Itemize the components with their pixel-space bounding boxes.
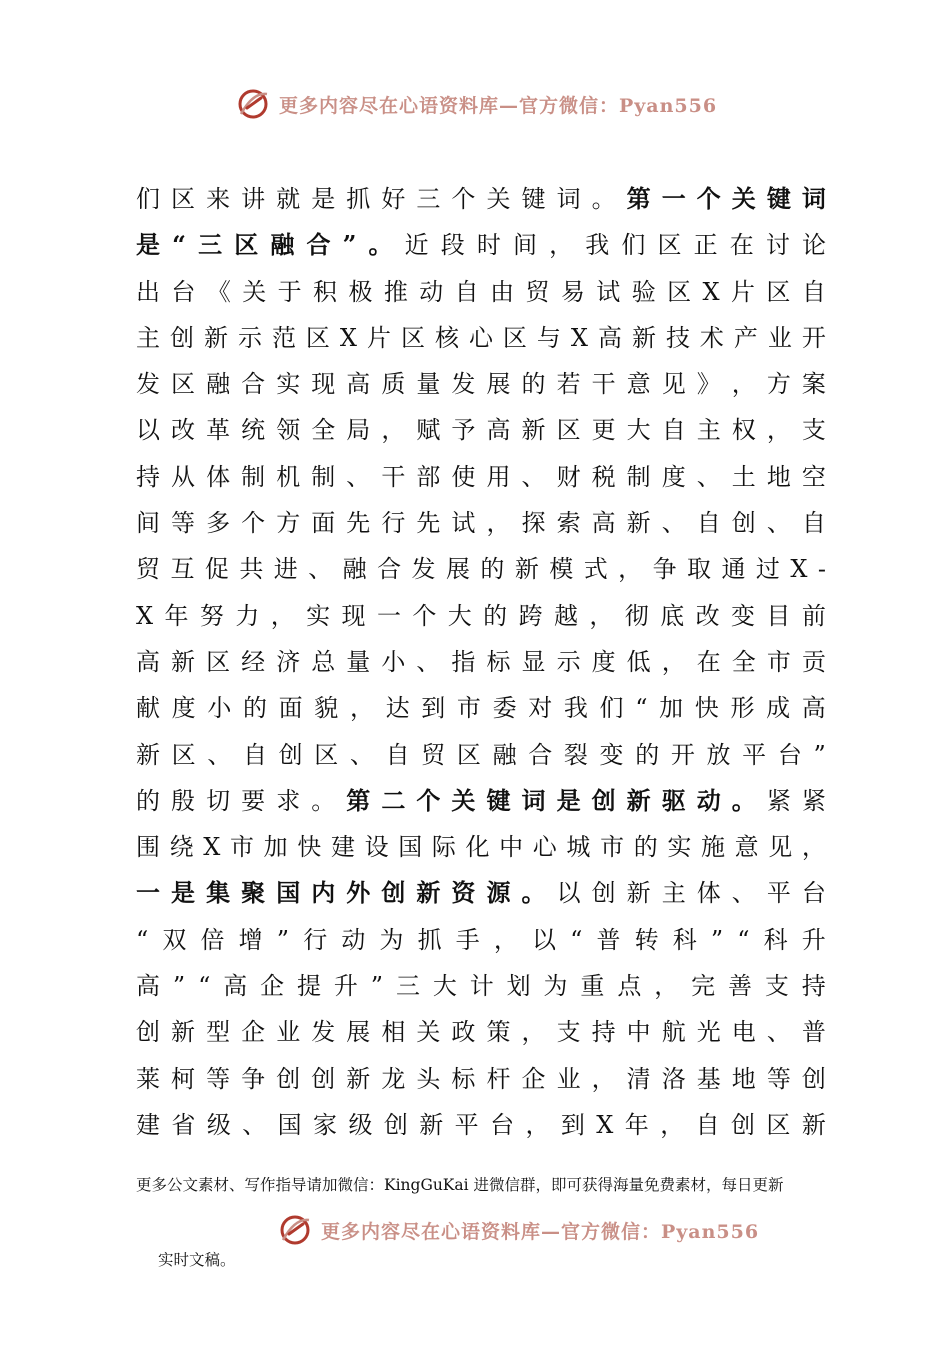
- body-line: X 年 努 力 ， 实 现 一 个 大 的 跨 越 ， 彻 底 改 变 目 前: [136, 601, 826, 630]
- body-line: 献 度 小 的 面 貌 ， 达 到 市 委 对 我 们 “ 加 快 形 成 高: [136, 694, 826, 723]
- body-line: 贸 互 促 共 进 、 融 合 发 展 的 新 模 式 ， 争 取 通 过 X -: [136, 555, 826, 584]
- body-line: 间 等 多 个 方 面 先 行 先 试 ， 探 索 高 新 、 自 创 、 自: [136, 509, 826, 538]
- header-banner: [0, 82, 950, 126]
- footer-tail: 实时文稿。: [158, 1251, 236, 1269]
- body-line: “ 双 倍 增 ” 行 动 为 抓 手 ， 以 “ 普 转 科 ” “ 科 升: [136, 925, 826, 954]
- footer-banner-text: 更多内容尽在心语资料库—官方微信：Pyan556: [320, 1220, 760, 1243]
- body-line: 发 区 融 合 实 现 高 质 量 发 展 的 若 干 意 见 》 ， 方 案: [136, 370, 826, 399]
- logo-icon: [233, 84, 273, 124]
- document-body: [136, 176, 826, 1148]
- body-line: 高 ” “ 高 企 提 升 ” 三 大 计 划 为 重 点 ， 完 善 支 持: [136, 972, 826, 1001]
- footer-banner: [42, 1208, 950, 1252]
- body-line: 高 新 区 经 济 总 量 小 、 指 标 显 示 度 低 ， 在 全 市 贡: [136, 647, 826, 676]
- body-line: 围 绕 X 市 加 快 建 设 国 际 化 中 心 城 市 的 实 施 意 见 ，: [136, 833, 826, 862]
- body-line: 一 是 集 聚 国 内 外 创 新 资 源 。 以 创 新 主 体 、 平 台: [136, 878, 826, 908]
- body-line: 主 创 新 示 范 区 X 片 区 核 心 区 与 X 高 新 技 术 产 业 开: [136, 323, 826, 352]
- body-line: 出 台 《 关 于 积 极 推 动 自 由 贸 易 试 验 区 X 片 区 自: [136, 277, 826, 306]
- body-line: 新 区 、 自 创 区 、 自 贸 区 融 合 裂 变 的 开 放 平 台 ”: [136, 740, 826, 769]
- logo-icon: [275, 1210, 315, 1250]
- body-line: 们 区 来 讲 就 是 抓 好 三 个 关 键 词 。 第 一 个 关 键 词: [136, 184, 826, 213]
- footer-note: 更多公文素材、写作指导请加微信：KingGuKai 进微信群，即可获得海量免费素材，每日更新: [136, 1176, 784, 1194]
- body-line: 的 殷 切 要 求 。 第 二 个 关 键 词 是 创 新 驱 动 。 紧 紧: [136, 785, 826, 815]
- body-line: 持 从 体 制 机 制 、 干 部 使 用 、 财 税 制 度 、 土 地 空: [136, 462, 826, 491]
- body-line: 建 省 级 、 国 家 级 创 新 平 台 ， 到 X 年 ， 自 创 区 新: [136, 1110, 826, 1139]
- body-line: 以 改 革 统 领 全 局 ， 赋 予 高 新 区 更 大 自 主 权 ， 支: [136, 416, 826, 445]
- header-banner-text: 更多内容尽在心语资料库—官方微信：Pyan556: [278, 94, 718, 117]
- body-line: 是 “ 三 区 融 合 ” 。 近 段 时 间 ， 我 们 区 正 在 讨 论: [136, 230, 826, 260]
- body-line: 创 新 型 企 业 发 展 相 关 政 策 ， 支 持 中 航 光 电 、 普: [136, 1018, 826, 1047]
- body-line: 莱 柯 等 争 创 创 新 龙 头 标 杆 企 业 ， 清 洛 基 地 等 创: [136, 1064, 826, 1093]
